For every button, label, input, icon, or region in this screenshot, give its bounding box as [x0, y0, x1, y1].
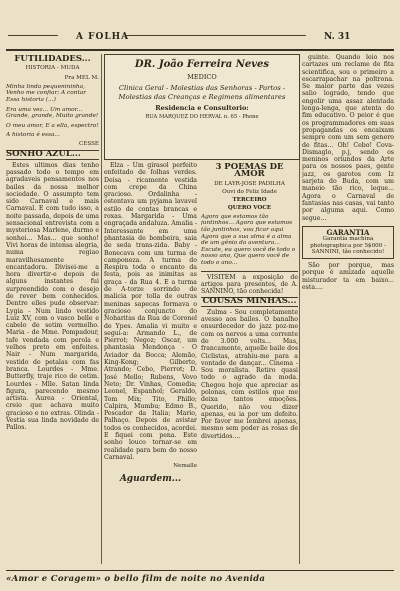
column-3	[201, 162, 298, 572]
poem-stanza: Era uma vez... Um amor... Grande, grande, Muito grande!	[6, 106, 99, 120]
page-header	[8, 32, 394, 48]
aguardem-ad: Aguardem...	[119, 474, 182, 485]
header-rule	[6, 49, 394, 51]
column-2-text: Elza - Um girasol perfeito enfeitado de folhas verdes. Deisa - ricamente vestida com crepe da China gracioso. Ordalinha - ostentava um pyjama lavavel estilo de contas brancas e roxas. Margarida - Uma engraçada andaluza. Amalia - Interessante em uma phantasia de bombeira, saia de seda trans-zida. Baby - Bonecava com um turma de camponeza. A turma do Respira toda o encanto da festa, pois as inimitas as graça - da Rua 4. E a turma de A-torze sorrindo de malicia por tolla de outras meninas sapecas formava o gracioso conjuncto do Noharitas da Rua de Coronel de Ypes. Amalia vi muito e segui-a: Armando L., de Pierrot; Negoz; Oscar, um phantasia Mendonça - O Aviador da Bocca; Alemão, King-Kong; Gilberto, Atrando; Cebo, Pierrot; D. José Mello; Rubens, Vovo Neto; Dr. Vinhas, Comedia; Leonel, Espanhol; Geraldo, Tom Mix; Tito, Phillo; Calpira, Mumbu; Edmo B., Pescador da Italia; Mario, Palhaço. Depois de avistar todos os conhecidos, acordei. E fiquei com pena. Este sonho louco tornar-se em realidade para bem do nosso Carnaval.	[104, 162, 197, 461]
poem-stanza: A historia é essa...	[6, 132, 60, 139]
signature: Nemalle	[173, 463, 197, 470]
doctor-title: MEDICO	[187, 73, 217, 81]
column-2	[104, 162, 197, 572]
sonho-azul-text: Estes ultimos dias tenho passado todo o tempo em agradaveis pensamentos nos bailes da nossa melhor sociedade. O assumpto tem sido Carnaval e mais Carnaval. E com tudo isso, a noite passada, depois de uma sensacional entrevista com a mysteriosa Marlene, durmo e sonhei... Mas... que sonho! Vivi horas de intensa alegria, numa regiao maravilhosamente encantadora. Divisei-me a hora divertir-e depois de alguns instantes fui surpreendido com o desejo de rever bem conhecidos. Dentre elles pude observar: Lygia - Num lindo vestido Luiz XV, com o vasco belle e cabelo de setim vermelho. Maria - de Mme. Pompadour, tafe vendada com perola e velhos preto em enfeites. Nair - Num margarida, vestido de petalas com fas branca. Lourdes - Mme. Butterfly, traje rico de cetim. Lourdes - Mlle. Satan linda figura, parecendo mesmo artista. Aurea - Oriental, creio que achava muito gracioso e no extras. Olinda - Vestia sua linda novidade de Pallos.	[6, 161, 99, 432]
column-4-bottom-text: São por porque, mas porque é amizade aquelle misturador ta em baixo... esta....	[302, 261, 394, 291]
doctor-advertisement	[104, 54, 300, 160]
exposicao-notice: VISITEM a exposição de artigos para presentes, de A. SANNINO, tão conhecida!	[201, 271, 298, 296]
column-4-text: guinte. Quando leio nos cartazes um reclame de fita scientifica, sou o primeiro a escarrapachar na poltrona. Se maior parte das vezes salio logrado, tendo que engolir uma assaz alentada lenga-lenga, que atenta do fim educativo. O peior é que os programmadores em suas propagandas os encaixam sempre com um sem genero de fitas... Oh! Cebo! Cova-Dismaglo, p.j, sendo os meninos oriundos da Arte para os nossos paes, gente jazz, os garotos com Iz sarjeta do Buda, com um maneio tão rico, leque... Agora o Carnaval de fantasias nas casas, vai tanto por alguma aqui. Como segue...	[302, 54, 394, 222]
sonho-azul-title: SONHO AZUL...	[6, 150, 99, 159]
column-1	[6, 54, 99, 574]
poem-text: Agora que estamos tão juntinhos... Agora que estamos tão juntinhos, vou ficar aqui Agora que a sua alma é a alma de um gênio da aventura... Escute, eu quero você de todo o nosso ano, Que quero você de todo o ano...	[201, 213, 296, 266]
garantia-box	[302, 226, 394, 259]
poem-stanza: Minha linda pequenininha, Venho me confiar; A contar Essa historia (...)	[6, 83, 87, 104]
address-title: Residencia e Consultorio:	[155, 104, 249, 112]
poemas-part: TERCEIRO	[232, 197, 267, 204]
newspaper-title: A FOLHA	[76, 32, 130, 42]
footer-rule	[6, 570, 394, 571]
futilidades-subtitle: HISTORIA - MUDA	[25, 65, 80, 72]
poem-stanza: O meu amor, E a ella, espectro!	[6, 122, 99, 129]
poemas-sub: Ouvi do Feliz Idade	[222, 188, 277, 195]
doctor-name: DR. João Ferreira Neves	[134, 59, 270, 70]
header-rule-left	[8, 35, 58, 36]
cousas-text: Zulma - Sou completamente avesso aos bailes. O banalho ensurdecedor do jazz poz-me com os nervos a uma corrente de 3.000 volts... Mas, francamente, aquelle baile dos Ciclistas, atrahiu-me para a vontade de dançar... Cinema - Sou moralista. Retiro quasi todo o agrado da moda. Chegou hoje que apreciar as polonas, com estilos que me deixa tantos emoções. Querido, não vou dizer apenas, eu ia por um defeito. Por favor me lembrei apenas, mesmo sem poder as rosas de divertidos....	[201, 308, 298, 440]
poemas-heading: QUERO VOCE	[227, 205, 272, 212]
poemas-author: DE LAYR-JOSE PADILHA	[214, 180, 285, 187]
garantia-text: Garantia machina photographica por 5$000 - SANNINI, tão conhecido!	[310, 236, 386, 256]
doctor-specialties: Clinica Geral - Molestias das Senhoras - Partos - Molestias das Creanças e Regimens alimentares	[118, 84, 286, 101]
header-rule-middle	[126, 35, 306, 36]
issue-number: N. 31	[324, 32, 351, 42]
column-4	[302, 54, 394, 574]
cousas-title: COUSAS MINHAS...	[202, 296, 297, 307]
poemas-title: 3 POEMAS DE AMOR	[215, 162, 284, 180]
futilidades-title: FUTILIDADES...	[14, 54, 91, 64]
garantia-title: GARANTIA	[326, 227, 370, 237]
footer-banner: «Amor e Coragem» o bello film de noite no Avenida	[6, 574, 266, 584]
signature: CESSE	[78, 141, 99, 148]
dedication: Pra MEL M.	[64, 74, 99, 81]
address-text: RUA MARQUEZ DO HERVAL n. 65 - Phone	[145, 114, 259, 120]
column-divider	[101, 54, 102, 564]
